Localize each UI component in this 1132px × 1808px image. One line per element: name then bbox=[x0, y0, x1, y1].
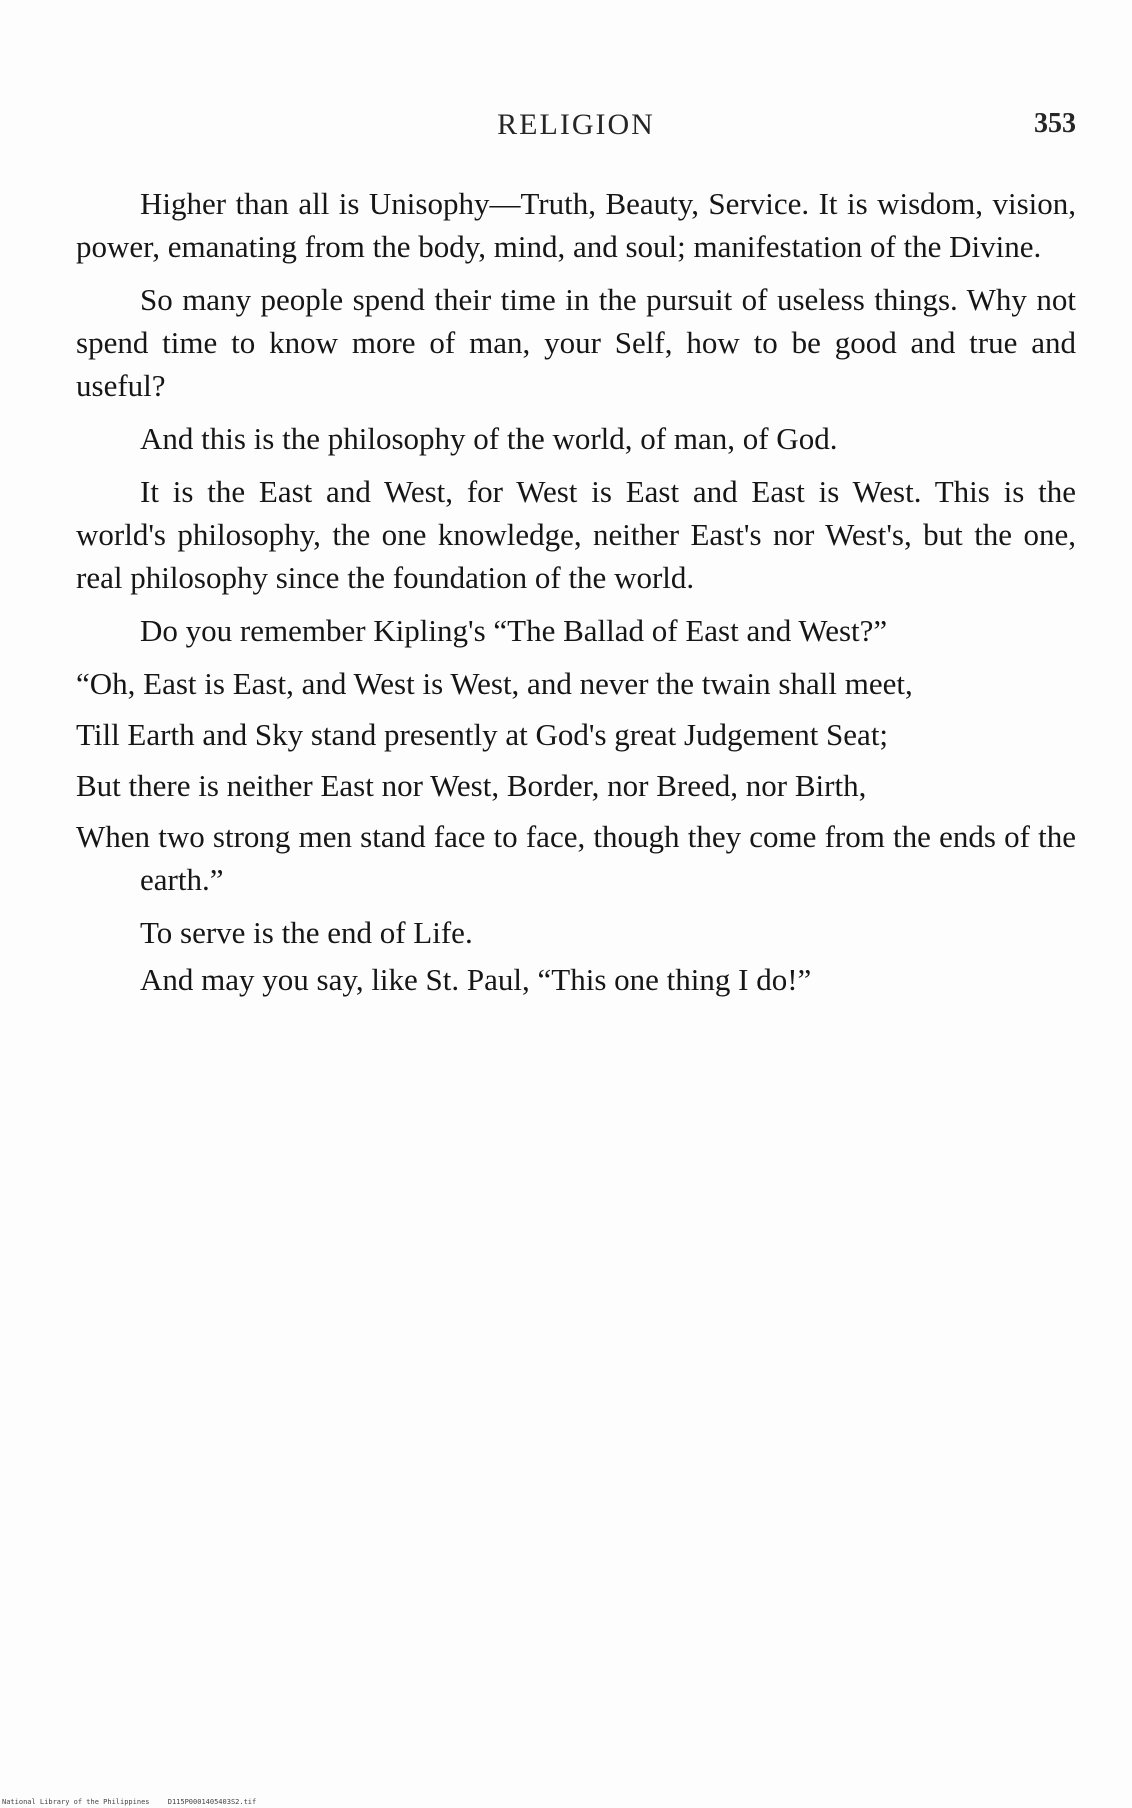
body-text bbox=[76, 182, 1076, 1005]
paragraph-east-west: It is the East and West, for West is East and East is West. This is the world's philosophy, the one knowledge, neither East's nor West's, but the one, real philosophy since the foundation of the world. bbox=[76, 474, 1076, 595]
scan-footer bbox=[2, 1798, 256, 1806]
footer-file-id: D115P0001405403S2.tif bbox=[167, 1798, 257, 1806]
paragraph-useless-things: So many people spend their time in the pursuit of useless things. Why not spend time to know more of man, your Self, how to be good and true and useful? bbox=[76, 282, 1076, 403]
verse-line: But there is neither East nor West, Border, nor Breed, nor Birth, bbox=[76, 768, 867, 803]
paragraph-philosophy: And this is the philosophy of the world, of man, of God. bbox=[140, 421, 838, 456]
footer-source: National Library of the Philippines bbox=[2, 1798, 150, 1806]
verse-line: Till Earth and Sky stand presently at God's great Judgement Seat; bbox=[76, 717, 889, 752]
verse-quote bbox=[76, 662, 1076, 901]
closing-lines bbox=[76, 911, 1076, 1001]
page-number: 353 bbox=[1034, 108, 1076, 139]
paragraph-kipling: Do you remember Kipling's “The Ballad of East and West?” bbox=[140, 613, 888, 648]
running-head bbox=[76, 108, 1076, 152]
verse-line: When two strong men stand face to face, though they come from the ends of the earth.” bbox=[76, 819, 1076, 897]
paragraph-unisophy: Higher than all is Unisophy—Truth, Beauty, Service. It is wisdom, vision, power, emanating from the body, mind, and soul; manifestation of the Divine. bbox=[76, 186, 1076, 264]
paragraph-serve: To serve is the end of Life. bbox=[140, 915, 473, 950]
verse-line: “Oh, East is East, and West is West, and never the twain shall meet, bbox=[76, 666, 913, 701]
paragraph-st-paul: And may you say, like St. Paul, “This one thing I do!” bbox=[140, 962, 812, 997]
running-title: RELIGION bbox=[497, 108, 655, 141]
